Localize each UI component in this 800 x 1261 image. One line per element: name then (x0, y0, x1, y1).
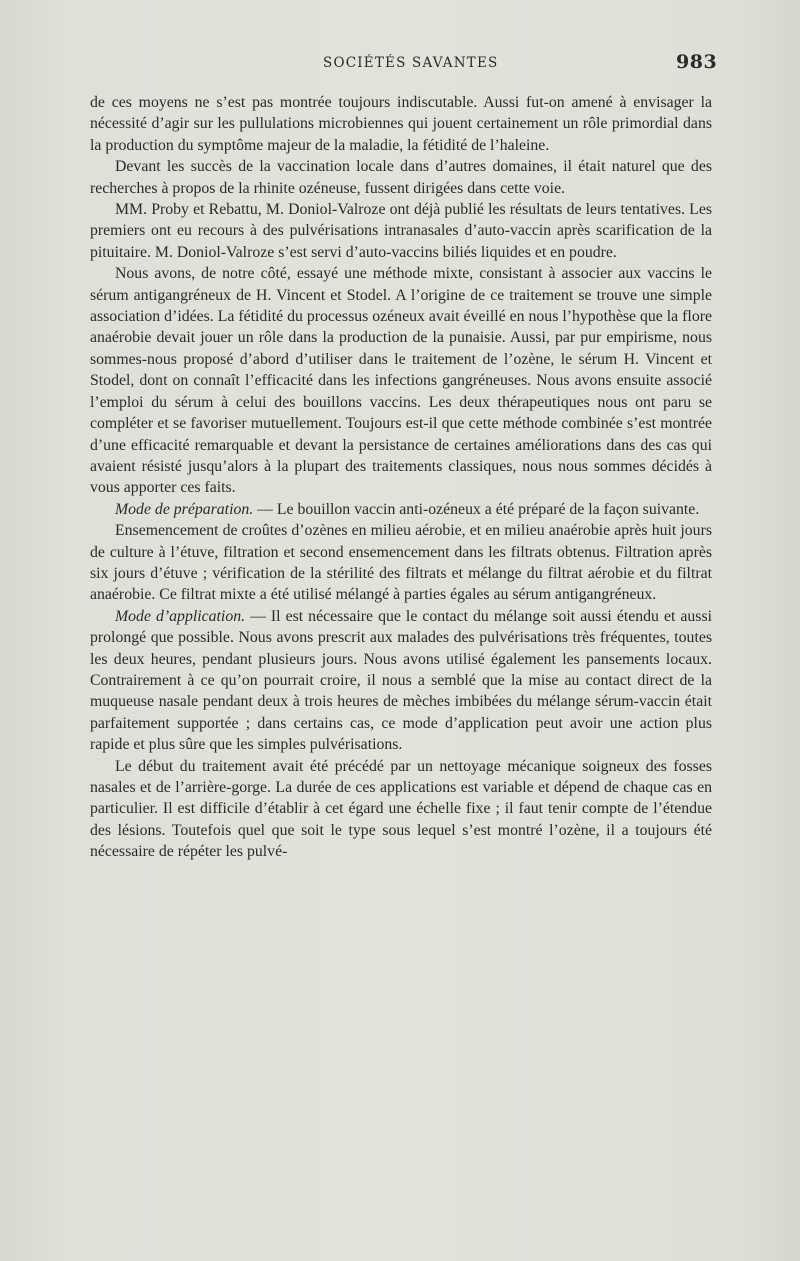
page-header (0, 51, 800, 75)
paragraph-1 (90, 92, 712, 156)
paragraph-6 (90, 520, 712, 606)
paragraph-text: Nous avons, de notre côté, essayé une méthode mixte, consistant à associer aux vaccins le sérum antigangréneux de H. Vincent et Stodel. A l’origine de ce traitement se trouve une simple association d’idées. La fétidité du processus ozéneux avait éveillé en nous l’hypothèse que la flore anaérobie devait jouer un rôle dans la production de la punaisie. Aussi, par pur empirisme, nous sommes-nous proposé d’abord d’utiliser dans le traitement de l’ozène, le sérum H. Vincent et Stodel, dont on connaît l’efficacité dans les infections gangréneuses. Nous avons ensuite associé l’emploi du sérum à celui des bouillons vaccins. Les deux thérapeutiques nous ont paru se compléter et se favoriser mutuellement. Toujours est-il que cette méthode combinée s’est montrée d’une efficacité remarquable et devant la persistance de certaines améliorations dans des cas qui avaient résisté jusqu’alors à la plupart des traitements classiques, nous nous sommes décidés à vous apporter ces faits. (90, 265, 712, 497)
paragraph-7 (90, 606, 712, 756)
paragraph-3 (90, 199, 712, 263)
section-heading: Mode de préparation. (115, 500, 254, 518)
paragraph-text: Le début du traitement avait été précédé par un nettoyage mécanique soigneux des fosses nasales et de l’arrière-gorge. La durée de ces applications est variable et dépend de chaque cas en particulier. Il est difficile d’établir à cet égard une échelle fixe ; il faut tenir compte de l’étendue des lésions. Toutefois quel que soit le type sous lequel s’est montré l’ozène, il a toujours été nécessaire de répéter les pulvé- (90, 757, 712, 861)
paragraph-text: — Il est nécessaire que le contact du mélange soit aussi étendu et aussi prolongé que possible. Nous avons prescrit aux malades des pulvérisations très fréquentes, toutes les deux heures, pendant plusieurs jours. Nous avons utilisé également les pansements locaux. Contrairement à ce qu’on pourrait croire, il nous a semblé que la mise au contact direct de la muqueuse nasale pendant deux à trois heures de mèches imbibées du mélange sérum-vaccin était parfaitement supportée ; dans certains cas, ce mode d’application peut avoir une action plus rapide et plus sûre que les simples pulvérisations. (90, 607, 712, 754)
paragraph-5 (90, 499, 712, 520)
running-title: SOCIÉTÉS SAVANTES (323, 55, 499, 71)
paragraph-2 (90, 156, 712, 199)
body-text (90, 92, 712, 863)
paragraph-text: de ces moyens ne s’est pas montrée toujours indiscutable. Aussi fut-on amené à envisager la nécessité d’agir sur les pullulations microbiennes qui jouent certainement un rôle primordial dans la production du symptôme majeur de la maladie, la fétidité de l’haleine. (90, 94, 712, 154)
paragraph-4 (90, 263, 712, 498)
paragraph-text: MM. Proby et Rebattu, M. Doniol-Valroze ont déjà publié les résultats de leurs tentatives. Les premiers ont eu recours à des pulvérisations intranasales d’auto-vaccin après scarification de la pituitaire. M. Doniol-Valroze s’est servi d’auto-vaccins biliés liquides et en poudre. (90, 201, 712, 261)
section-heading: Mode d’application. (115, 607, 246, 625)
paragraph-text: Ensemencement de croûtes d’ozènes en milieu aérobie, et en milieu anaérobie après huit jours de culture à l’étuve, filtration et second ensemencement dans les filtrats obtenus. Filtration après six jours d’étuve ; vérification de la stérilité des filtrats et mélange du filtrat aérobie et du filtrat anaérobie. Ce filtrat mixte a été utilisé mélangé à parties égales au sérum antigangréneux. (90, 522, 712, 604)
paragraph-text: Devant les succès de la vaccination locale dans d’autres domaines, il était naturel que des recherches à propos de la rhinite ozéneuse, fussent dirigées dans cette voie. (90, 158, 712, 197)
paragraph-8 (90, 756, 712, 863)
paragraph-text: — Le bouillon vaccin anti-ozéneux a été préparé de la façon suivante. (253, 500, 700, 518)
page-number: 983 (676, 51, 718, 73)
